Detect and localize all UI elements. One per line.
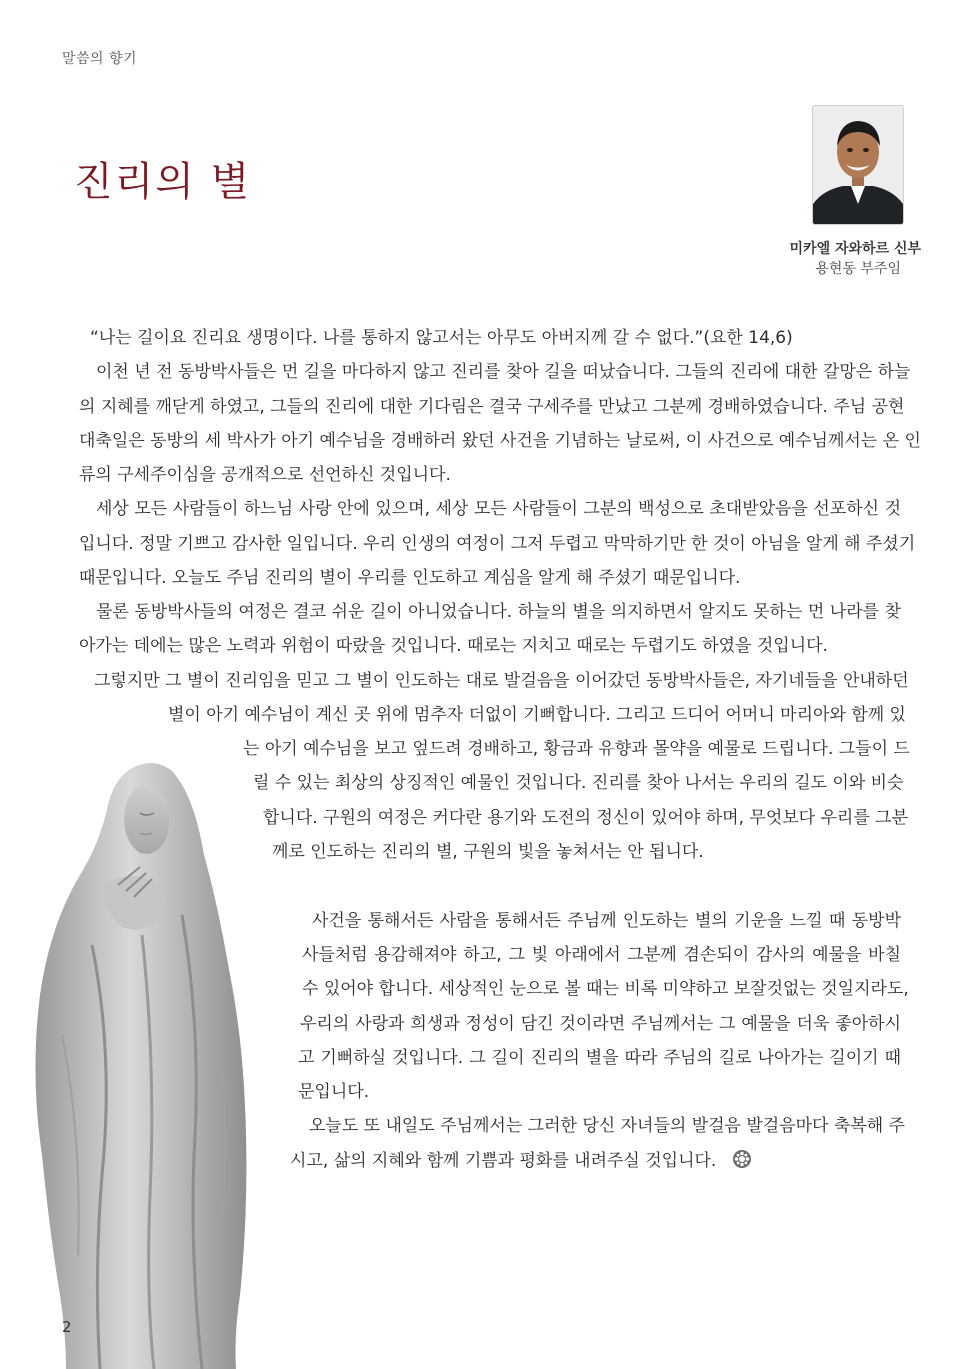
end-ornament-icon (732, 1149, 752, 1169)
page-number: 2 (62, 1318, 72, 1336)
body-line: 수 있어야 합니다. 세상적인 눈으로 볼 때는 비록 미약하고 보잘것없는 것일지라도, (302, 979, 909, 999)
body-line: 문입니다. (298, 1082, 370, 1102)
body-line: 사건을 통해서든 사람을 통해서든 주님께 인도하는 별의 기운을 느낄 때 동방박 (312, 911, 901, 931)
body-line: 우리의 사랑과 희생과 정성이 담긴 것이라면 주님께서는 그 예물을 더욱 좋아하시 (300, 1014, 901, 1034)
body-line: 고 기뻐하실 것입니다. 그 길이 진리의 별을 따라 주님의 길로 나아가는 길이기 때 (298, 1048, 901, 1068)
author-photo (812, 105, 904, 225)
body-line: 류의 구세주이심을 공개적으로 선언하신 것입니다. (79, 465, 451, 485)
body-line: 오늘도 또 내일도 주님께서는 그러한 당신 자녀들의 발걸음 발걸음마다 축복해 주 (309, 1116, 905, 1136)
body-line: 아가는 데에는 많은 노력과 위험이 따랐을 것입니다. 때로는 지치고 때로는 두렵기도 하였을 것입니다. (79, 636, 828, 656)
body-line: 합니다. 구원의 여정은 커다란 용기와 도전의 정신이 있어야 하며, 무엇보다 우리를 그분 (263, 808, 909, 828)
body-line: 이천 년 전 동방박사들은 먼 길을 마다하지 않고 진리를 찾아 길을 떠났습니다. 그들의 진리에 대한 갈망은 하늘 (96, 362, 911, 382)
body-line: 세상 모든 사람들이 하느님 사랑 안에 있으며, 세상 모든 사람들이 그분의 백성으로 초대받았음을 선포하신 것 (96, 499, 901, 519)
author-role: 용현동 부주임 (815, 261, 901, 277)
body-line: 의 지혜를 깨닫게 하였고, 그들의 진리에 대한 기다림은 결국 구세주를 만났고 그분께 경배하였습니다. 주님 공현 (79, 397, 905, 417)
body-line: 별이 아기 예수님이 계신 곳 위에 멈추자 더없이 기뻐합니다. 그리고 드디어 어머니 마리아와 함께 있 (168, 705, 906, 725)
body-line: 께로 인도하는 진리의 별, 구원의 빛을 놓쳐서는 안 됩니다. (272, 842, 704, 862)
page-title: 진리의 별 (74, 159, 252, 205)
body-line: 릴 수 있는 최상의 상징적인 예물인 것입니다. 진리를 찾아 나서는 우리의 길도 이와 비슷 (253, 773, 904, 793)
body-line: 때문입니다. 오늘도 주님 진리의 별이 우리를 인도하고 계심을 알게 해 주셨기 때문입니다. (79, 568, 741, 588)
body-line: 는 아기 예수님을 보고 엎드려 경배하고, 황금과 유향과 몰약을 예물로 드립니다. 그들이 드 (243, 739, 910, 759)
body-line: 그렇지만 그 별이 진리임을 믿고 그 별이 인도하는 대로 발걸음을 이어갔던 동방박사들은, 자기네들을 안내하던 (94, 671, 909, 691)
body-line-final (290, 1149, 901, 1173)
author-name: 미카엘 자와하르 신부 (789, 241, 921, 257)
praying-virgin-statue-icon (22, 735, 262, 1369)
body-line: 사들처럼 용감해져야 하고, 그 빛 아래에서 그분께 겸손되이 감사의 예물을 바칠 (302, 945, 901, 965)
body-line: 입니다. 정말 기쁘고 감사한 일입니다. 우리 인생의 여정이 그저 두렵고 막막하기만 한 것이 아님을 알게 해 주셨기 (79, 534, 916, 554)
body-line: 시고, 삶의 지혜와 함께 기쁨과 평화를 내려주실 것입니다. (290, 1151, 717, 1171)
body-line: 대축일은 동방의 세 박사가 아기 예수님을 경배하러 왔던 사건을 기념하는 날로써, 이 사건으로 예수님께서는 온 인 (79, 431, 921, 451)
section-label: 말씀의 향기 (62, 51, 138, 67)
priest-portrait-icon (813, 106, 903, 224)
body-line: “나는 길이요 진리요 생명이다. 나를 통하지 않고서는 아무도 아버지께 갈 수 없다.”(요한 14,6) (90, 328, 793, 348)
body-line: 물론 동방박사들의 여정은 결코 쉬운 길이 아니었습니다. 하늘의 별을 의지하면서 알지도 못하는 먼 나라를 찾 (96, 602, 901, 622)
